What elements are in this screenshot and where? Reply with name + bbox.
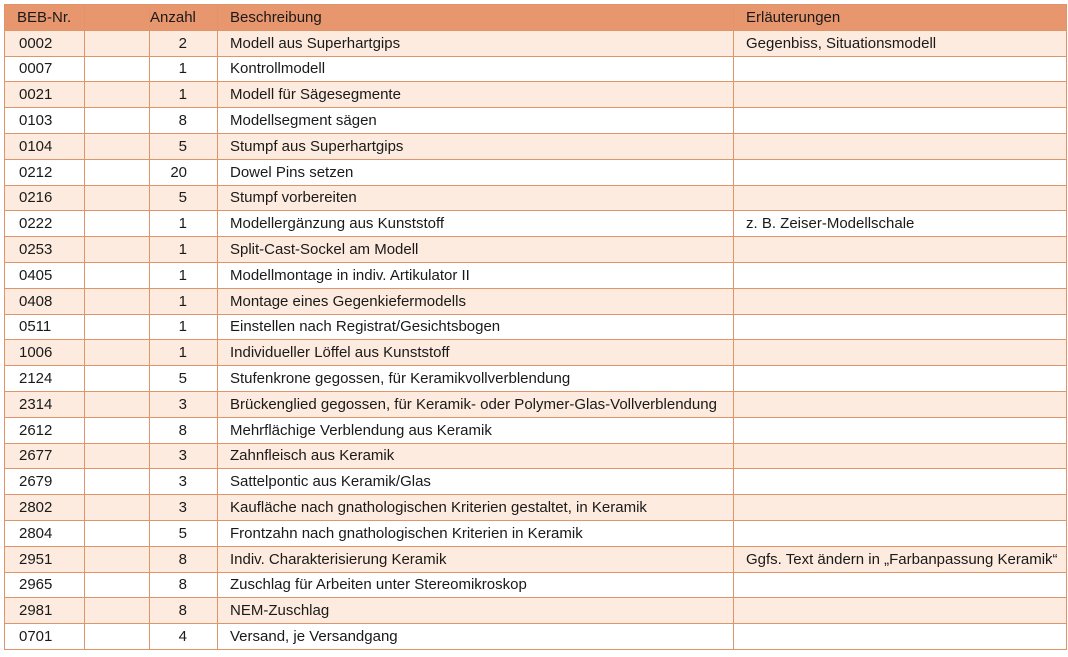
cell-erlaeuterungen — [734, 185, 1067, 211]
cell-beschreibung: Modell aus Superhartgips — [218, 30, 734, 56]
cell-beb-nr: 2965 — [5, 572, 85, 598]
table-row — [5, 391, 1067, 417]
cell-beschreibung: Stumpf aus Superhartgips — [218, 133, 734, 159]
cell-blank — [85, 314, 150, 340]
cell-blank — [85, 133, 150, 159]
cell-blank — [85, 56, 150, 82]
cell-beb-nr: 2981 — [5, 598, 85, 624]
cell-anzahl: 20 — [150, 159, 218, 185]
cell-blank — [85, 443, 150, 469]
cell-anzahl: 4 — [150, 624, 218, 650]
table-row — [5, 314, 1067, 340]
cell-beschreibung: Brückenglied gegossen, für Keramik- oder Polymer-Glas-Vollverblendung — [218, 391, 734, 417]
cell-erlaeuterungen: Gegenbiss, Situationsmodell — [734, 30, 1067, 56]
table-row — [5, 366, 1067, 392]
cell-beb-nr: 0511 — [5, 314, 85, 340]
cell-beb-nr: 0253 — [5, 237, 85, 263]
table-row — [5, 624, 1067, 650]
cell-erlaeuterungen — [734, 314, 1067, 340]
cell-anzahl: 8 — [150, 546, 218, 572]
cell-erlaeuterungen — [734, 288, 1067, 314]
cell-anzahl: 5 — [150, 366, 218, 392]
cell-erlaeuterungen: z. B. Zeiser-Modellschale — [734, 211, 1067, 237]
cell-erlaeuterungen — [734, 82, 1067, 108]
cell-beb-nr: 0103 — [5, 108, 85, 134]
cell-beschreibung: NEM-Zuschlag — [218, 598, 734, 624]
cell-beschreibung: Versand, je Versandgang — [218, 624, 734, 650]
cell-beschreibung: Kaufläche nach gnathologischen Kriterien gestaltet, in Keramik — [218, 495, 734, 521]
cell-erlaeuterungen — [734, 56, 1067, 82]
cell-beschreibung: Indiv. Charakterisierung Keramik — [218, 546, 734, 572]
table-row — [5, 82, 1067, 108]
cell-blank — [85, 108, 150, 134]
cell-erlaeuterungen: Ggfs. Text ändern in „Farbanpassung Keramik“ — [734, 546, 1067, 572]
cell-beb-nr: 0212 — [5, 159, 85, 185]
cell-anzahl: 8 — [150, 598, 218, 624]
cell-beb-nr: 2612 — [5, 417, 85, 443]
cell-beschreibung: Individueller Löffel aus Kunststoff — [218, 340, 734, 366]
table-row — [5, 340, 1067, 366]
cell-anzahl: 1 — [150, 340, 218, 366]
table-row — [5, 598, 1067, 624]
table-body — [5, 30, 1067, 649]
cell-anzahl: 1 — [150, 288, 218, 314]
table-row — [5, 262, 1067, 288]
cell-beschreibung: Einstellen nach Registrat/Gesichtsbogen — [218, 314, 734, 340]
header-blank — [85, 5, 150, 31]
table-row — [5, 56, 1067, 82]
cell-erlaeuterungen — [734, 598, 1067, 624]
cell-blank — [85, 417, 150, 443]
table-header — [5, 5, 1067, 31]
header-beb-nr: BEB-Nr. — [5, 5, 85, 31]
header-row — [5, 5, 1067, 31]
cell-blank — [85, 624, 150, 650]
cell-erlaeuterungen — [734, 572, 1067, 598]
cell-anzahl: 3 — [150, 443, 218, 469]
beb-table-container — [4, 4, 1066, 650]
cell-beschreibung: Zahnfleisch aus Keramik — [218, 443, 734, 469]
cell-beschreibung: Mehrflächige Verblendung aus Keramik — [218, 417, 734, 443]
cell-erlaeuterungen — [734, 366, 1067, 392]
table-row — [5, 443, 1067, 469]
cell-erlaeuterungen — [734, 520, 1067, 546]
cell-anzahl: 1 — [150, 314, 218, 340]
table-row — [5, 572, 1067, 598]
cell-blank — [85, 237, 150, 263]
cell-beschreibung: Stufenkrone gegossen, für Keramikvollverblendung — [218, 366, 734, 392]
cell-blank — [85, 30, 150, 56]
cell-anzahl: 3 — [150, 469, 218, 495]
cell-blank — [85, 159, 150, 185]
cell-erlaeuterungen — [734, 624, 1067, 650]
table-row — [5, 30, 1067, 56]
cell-beb-nr: 2314 — [5, 391, 85, 417]
table-row — [5, 417, 1067, 443]
cell-blank — [85, 520, 150, 546]
cell-anzahl: 5 — [150, 133, 218, 159]
cell-beb-nr: 2951 — [5, 546, 85, 572]
header-erlaeuterungen: Erläuterungen — [734, 5, 1067, 31]
cell-beb-nr: 0002 — [5, 30, 85, 56]
cell-erlaeuterungen — [734, 159, 1067, 185]
cell-erlaeuterungen — [734, 417, 1067, 443]
cell-beb-nr: 2804 — [5, 520, 85, 546]
cell-blank — [85, 211, 150, 237]
cell-beschreibung: Sattelpontic aus Keramik/Glas — [218, 469, 734, 495]
table-row — [5, 520, 1067, 546]
cell-anzahl: 1 — [150, 56, 218, 82]
cell-blank — [85, 598, 150, 624]
cell-beschreibung: Split-Cast-Sockel am Modell — [218, 237, 734, 263]
cell-erlaeuterungen — [734, 443, 1067, 469]
cell-beb-nr: 0222 — [5, 211, 85, 237]
cell-beb-nr: 1006 — [5, 340, 85, 366]
cell-erlaeuterungen — [734, 340, 1067, 366]
table-row — [5, 495, 1067, 521]
table-row — [5, 288, 1067, 314]
cell-anzahl: 1 — [150, 262, 218, 288]
cell-beschreibung: Modellsegment sägen — [218, 108, 734, 134]
table-row — [5, 108, 1067, 134]
cell-beb-nr: 2677 — [5, 443, 85, 469]
table-row — [5, 185, 1067, 211]
cell-erlaeuterungen — [734, 108, 1067, 134]
cell-beschreibung: Modellmontage in indiv. Artikulator II — [218, 262, 734, 288]
cell-blank — [85, 366, 150, 392]
beb-position-table — [4, 4, 1067, 650]
table-row — [5, 469, 1067, 495]
cell-blank — [85, 340, 150, 366]
cell-erlaeuterungen — [734, 237, 1067, 263]
cell-anzahl: 5 — [150, 520, 218, 546]
cell-beschreibung: Zuschlag für Arbeiten unter Stereomikroskop — [218, 572, 734, 598]
cell-anzahl: 3 — [150, 391, 218, 417]
cell-blank — [85, 469, 150, 495]
cell-anzahl: 1 — [150, 211, 218, 237]
cell-beschreibung: Modellergänzung aus Kunststoff — [218, 211, 734, 237]
cell-beschreibung: Modell für Sägesegmente — [218, 82, 734, 108]
table-row — [5, 211, 1067, 237]
header-beschreibung: Beschreibung — [218, 5, 734, 31]
cell-anzahl: 8 — [150, 108, 218, 134]
cell-beb-nr: 0007 — [5, 56, 85, 82]
cell-anzahl: 5 — [150, 185, 218, 211]
cell-blank — [85, 572, 150, 598]
cell-blank — [85, 82, 150, 108]
cell-beschreibung: Stumpf vorbereiten — [218, 185, 734, 211]
cell-beb-nr: 0408 — [5, 288, 85, 314]
cell-beb-nr: 0216 — [5, 185, 85, 211]
cell-beb-nr: 2679 — [5, 469, 85, 495]
cell-beb-nr: 0405 — [5, 262, 85, 288]
cell-anzahl: 2 — [150, 30, 218, 56]
cell-beb-nr: 0021 — [5, 82, 85, 108]
cell-erlaeuterungen — [734, 469, 1067, 495]
cell-blank — [85, 495, 150, 521]
table-row — [5, 133, 1067, 159]
cell-anzahl: 8 — [150, 572, 218, 598]
cell-erlaeuterungen — [734, 391, 1067, 417]
cell-anzahl: 3 — [150, 495, 218, 521]
table-row — [5, 237, 1067, 263]
cell-beschreibung: Dowel Pins setzen — [218, 159, 734, 185]
table-row — [5, 546, 1067, 572]
table-row — [5, 159, 1067, 185]
cell-erlaeuterungen — [734, 495, 1067, 521]
cell-beb-nr: 2802 — [5, 495, 85, 521]
cell-blank — [85, 185, 150, 211]
cell-anzahl: 8 — [150, 417, 218, 443]
cell-erlaeuterungen — [734, 133, 1067, 159]
cell-blank — [85, 391, 150, 417]
cell-beb-nr: 2124 — [5, 366, 85, 392]
cell-anzahl: 1 — [150, 237, 218, 263]
cell-beb-nr: 0701 — [5, 624, 85, 650]
cell-blank — [85, 262, 150, 288]
cell-erlaeuterungen — [734, 262, 1067, 288]
cell-beschreibung: Kontrollmodell — [218, 56, 734, 82]
cell-anzahl: 1 — [150, 82, 218, 108]
cell-beb-nr: 0104 — [5, 133, 85, 159]
cell-beschreibung: Montage eines Gegenkiefermodells — [218, 288, 734, 314]
header-anzahl: Anzahl — [150, 5, 218, 31]
cell-blank — [85, 288, 150, 314]
cell-blank — [85, 546, 150, 572]
cell-beschreibung: Frontzahn nach gnathologischen Kriterien in Keramik — [218, 520, 734, 546]
